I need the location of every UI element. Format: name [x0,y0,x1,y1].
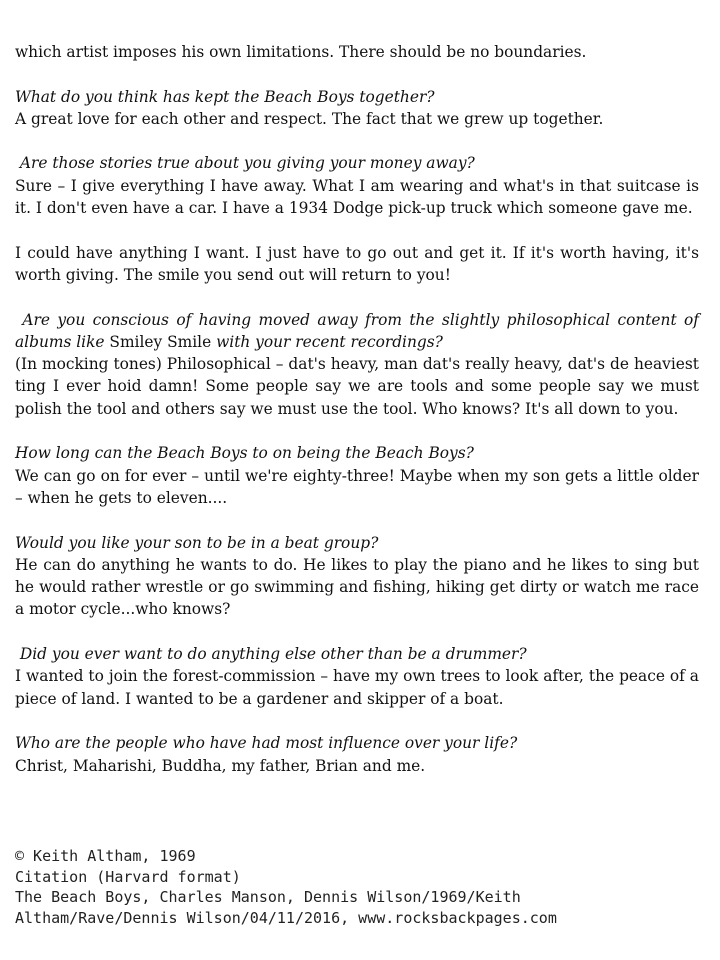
question: Are those stories true about you giving your money away? [15,154,475,173]
qa-block-4 [15,442,699,509]
answer: I could have anything I want. I just have to go out and get it. If it's worth having, it's worth giving. The smile you send out will return to you! [15,243,699,284]
question [15,309,704,354]
qa-block-5 [15,532,699,621]
answer: He can do anything he wants to do. He likes to play the piano and he likes to sing but he would rather wrestle or go swimming and fishing, hiking get dirty or watch me race a motor cycle...who knows? [15,555,699,619]
qa-block-7 [15,732,699,777]
answer: I wanted to join the forest-commission – have my own trees to look after, the peace of a piece of land. I wanted to be a gardener and skipper of a boat. [15,667,699,708]
album-title: Smiley Smile [109,332,212,351]
question-part: Are you conscious of having moved away from the slightly philosophical content of albums like [15,310,704,351]
answer: A great love for each other and respect. The fact that we grew up together. [15,109,604,128]
qa-block-3 [15,309,704,420]
qa-block-6 [15,643,699,710]
question: Did you ever want to do anything else other than be a drummer? [15,645,527,664]
qa-block-1 [15,86,699,131]
question-part: with your recent recordings? [211,332,443,351]
question: Who are the people who have had most influence over your life? [15,734,518,753]
citation-line: Altham/Rave/Dennis Wilson/04/11/2016, www.rocksbackpages.com [15,908,557,927]
answer: (In mocking tones) Philosophical – dat's heavy, man dat's really heavy, dat's de heaviest ting I ever hoid damn! Some people say we are tools and some people say we must polish the tool and others say we must use the tool. Who knows? It's all down to you. [15,355,699,418]
qa-block-2 [15,152,699,286]
lead-text: which artist imposes his own limitations. There should be no boundaries. [15,43,587,61]
answer: Sure – I give everything I have away. What I am wearing and what's in that suitcase is it. I don't even have a car. I have a 1934 Dodge pick-up truck which someone gave me. [15,176,699,218]
citation-label: Citation (Harvard format) [15,867,241,886]
question: What do you think has kept the Beach Boys together? [15,87,435,106]
answer: We can go on for ever – until we're eighty-three! Maybe when my son gets a little older – when he gets to eleven.... [15,466,699,507]
citation-footer [15,846,705,928]
citation-line: The Beach Boys, Charles Manson, Dennis Wilson/1969/Keith [15,888,521,906]
article-body [15,41,704,777]
question: Would you like your son to be in a beat group? [15,533,379,552]
answer: Christ, Maharishi, Buddha, my father, Brian and me. [15,756,426,775]
question: How long can the Beach Boys to on being the Beach Boys? [15,444,474,463]
copyright-line: © Keith Altham, 1969 [15,847,196,865]
